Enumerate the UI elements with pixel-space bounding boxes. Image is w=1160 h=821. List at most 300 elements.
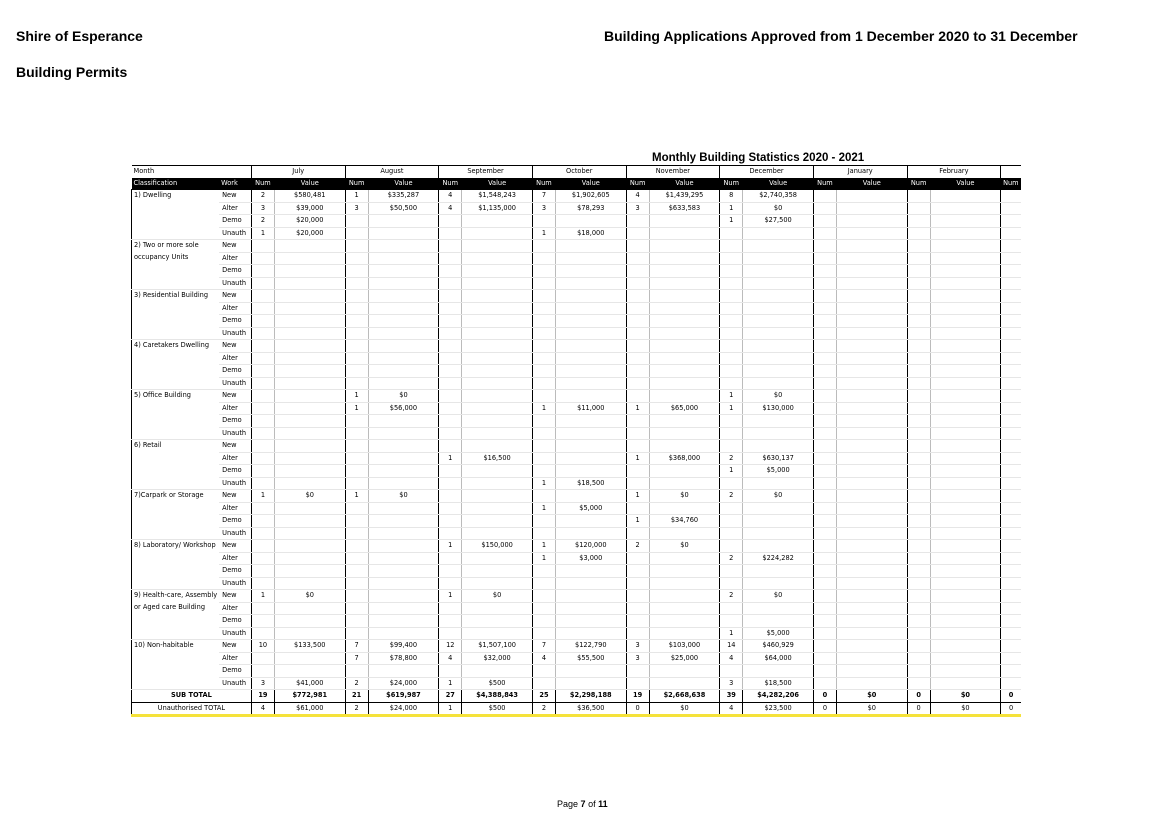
value-cell [930,627,1001,640]
num-cell [251,652,274,665]
num-cell [907,202,930,215]
value-cell [556,390,627,403]
num-cell [907,577,930,590]
work-type: New [219,290,251,303]
num-cell [907,277,930,290]
num-cell [813,315,836,328]
value-cell [556,590,627,603]
num-cell [251,440,274,453]
work-type: Demo [219,365,251,378]
value-cell [275,427,346,440]
value-cell [368,440,439,453]
value-cell [462,327,533,340]
num-cell [813,515,836,528]
work-type: Alter [219,352,251,365]
num-cell: 14 [720,640,743,653]
num-cell [251,390,274,403]
value-cell [837,627,908,640]
total-label: Unauthorised TOTAL [132,702,252,716]
num-cell [907,452,930,465]
num-cell [907,252,930,265]
classification-label: 10) Non-habitable [132,640,220,690]
num-cell [532,352,555,365]
value-cell [556,677,627,690]
num-cell [626,677,649,690]
num-cell [907,602,930,615]
value-cell [275,415,346,428]
num-cell: 3 [626,202,649,215]
value-cell [743,240,814,253]
total-num-cell: 0 [1001,702,1021,716]
value-cell: $65,000 [649,402,720,415]
value-cell [368,415,439,428]
num-cell [907,302,930,315]
value-cell [930,565,1001,578]
value-cell [275,565,346,578]
num-cell [345,327,368,340]
value-cell [930,265,1001,278]
num-cell [439,277,462,290]
value-cell [275,390,346,403]
value-cell [368,377,439,390]
num-cell: 1 [626,515,649,528]
work-type: New [219,590,251,603]
num-cell [626,502,649,515]
value-cell [837,477,908,490]
num-cell [720,227,743,240]
value-cell [462,552,533,565]
num-cell [720,377,743,390]
value-cell [649,365,720,378]
work-type: New [219,640,251,653]
value-cell [556,290,627,303]
num-cell [720,527,743,540]
num-cell [813,490,836,503]
value-cell [556,415,627,428]
classification-header: Classification [132,178,220,190]
num-cell [1001,190,1021,203]
value-cell [837,540,908,553]
num-cell: 3 [251,677,274,690]
num-cell [532,252,555,265]
total-value-cell: $4,282,206 [743,690,814,703]
num-cell [907,627,930,640]
value-cell [930,390,1001,403]
value-cell [743,565,814,578]
value-cell [368,352,439,365]
value-cell: $120,000 [556,540,627,553]
value-cell: $11,000 [556,402,627,415]
num-cell: 1 [532,402,555,415]
value-cell [275,315,346,328]
statistics-sheet [131,148,1019,712]
num-cell [907,265,930,278]
table-row [132,665,1022,678]
num-cell [251,565,274,578]
value-cell [462,602,533,615]
value-cell [837,190,908,203]
value-cell: $34,760 [649,515,720,528]
num-cell: 2 [626,540,649,553]
num-cell: 3 [626,652,649,665]
num-cell [720,365,743,378]
num-cell [439,502,462,515]
num-cell [626,615,649,628]
value-cell: $0 [743,390,814,403]
num-cell [813,477,836,490]
num-cell: 1 [720,202,743,215]
value-cell [462,402,533,415]
num-cell [251,415,274,428]
work-type: Unauth [219,277,251,290]
value-cell [837,390,908,403]
value-cell: $78,293 [556,202,627,215]
work-type: Demo [219,415,251,428]
value-cell [556,615,627,628]
value-cell [743,477,814,490]
work-type: Unauth [219,327,251,340]
num-cell [813,527,836,540]
num-cell [813,365,836,378]
value-cell [930,440,1001,453]
value-cell [275,365,346,378]
value-cell: $50,500 [368,202,439,215]
num-cell [1001,202,1021,215]
value-cell [743,340,814,353]
num-cell [626,590,649,603]
value-cell [368,290,439,303]
total-num-cell: 0 [626,702,649,716]
num-cell [813,302,836,315]
num-cell [345,465,368,478]
num-cell: 8 [720,190,743,203]
num-cell [251,627,274,640]
work-type: Demo [219,515,251,528]
classification-label: 1) Dwelling [132,190,220,240]
value-cell: $133,500 [275,640,346,653]
month-header-september: September [439,166,533,178]
num-cell [813,190,836,203]
num-cell [720,540,743,553]
num-cell [907,515,930,528]
value-cell [837,440,908,453]
num-cell [813,427,836,440]
num-cell [720,327,743,340]
num-cell [1001,215,1021,228]
num-cell [813,640,836,653]
num-cell [439,377,462,390]
num-cell [626,602,649,615]
num-cell: 3 [720,677,743,690]
value-cell [462,440,533,453]
total-value-cell: $4,388,843 [462,690,533,703]
num-cell [813,665,836,678]
num-cell [813,327,836,340]
value-cell [462,377,533,390]
value-cell [462,340,533,353]
value-cell [930,240,1001,253]
value-cell [368,277,439,290]
total-value-cell: $500 [462,702,533,716]
num-cell [532,427,555,440]
num-cell [532,515,555,528]
total-value-cell: $0 [837,702,908,716]
num-cell [813,415,836,428]
value-cell [930,677,1001,690]
num-cell [626,477,649,490]
table-row [132,240,1022,253]
num-cell: 1 [626,490,649,503]
num-cell [251,302,274,315]
num-cell [345,302,368,315]
total-value-cell: $61,000 [275,702,346,716]
value-header: Value [275,178,346,190]
num-cell [907,240,930,253]
num-cell: 1 [532,502,555,515]
value-cell: $20,000 [275,227,346,240]
total-num-cell: 0 [813,690,836,703]
value-cell: $41,000 [275,677,346,690]
value-cell [649,577,720,590]
num-cell [813,252,836,265]
value-cell [462,427,533,440]
num-cell [626,327,649,340]
num-cell [1001,490,1021,503]
value-cell [837,515,908,528]
value-cell [837,465,908,478]
num-cell: 2 [251,215,274,228]
value-cell [930,590,1001,603]
num-cell [532,265,555,278]
value-cell [275,402,346,415]
value-cell [743,365,814,378]
num-cell [532,590,555,603]
value-cell [649,602,720,615]
num-cell: 2 [251,190,274,203]
table-row [132,340,1022,353]
value-cell [556,565,627,578]
num-cell: 4 [439,190,462,203]
num-cell: 2 [720,452,743,465]
table-row [132,377,1022,390]
value-cell [649,627,720,640]
value-cell [462,527,533,540]
value-cell: $0 [649,540,720,553]
num-cell [1001,452,1021,465]
num-cell [251,540,274,553]
value-cell [837,215,908,228]
value-cell [743,577,814,590]
value-header: Value [368,178,439,190]
num-cell [532,290,555,303]
num-cell [907,465,930,478]
num-cell [907,665,930,678]
num-cell [439,427,462,440]
num-cell [626,227,649,240]
work-type: Alter [219,452,251,465]
total-num-cell: 0 [907,702,930,716]
num-cell [251,665,274,678]
num-cell [345,265,368,278]
work-type: Unauth [219,527,251,540]
value-cell [462,315,533,328]
value-cell [930,577,1001,590]
num-cell [251,427,274,440]
value-cell [275,527,346,540]
column-header-row [132,178,1022,190]
value-cell: $1,439,295 [649,190,720,203]
value-cell [462,227,533,240]
value-cell [275,302,346,315]
num-cell: 2 [720,490,743,503]
value-cell [649,502,720,515]
num-cell [532,490,555,503]
table-row [132,327,1022,340]
num-cell [345,502,368,515]
value-cell: $633,583 [649,202,720,215]
work-type: Unauth [219,677,251,690]
num-header: Num [626,178,649,190]
total-num-cell: 0 [813,702,836,716]
value-cell [462,502,533,515]
work-type: Demo [219,465,251,478]
value-cell [556,252,627,265]
num-cell [720,315,743,328]
num-cell: 10 [251,640,274,653]
num-cell: 1 [720,390,743,403]
num-cell [813,577,836,590]
num-cell [813,652,836,665]
num-cell [251,277,274,290]
num-cell [345,527,368,540]
num-cell [907,527,930,540]
num-cell: 12 [439,640,462,653]
table-row [132,465,1022,478]
value-cell: $0 [275,490,346,503]
num-cell [1001,602,1021,615]
report-title: Building Applications Approved from 1 December 2020 to 31 December [604,28,1078,44]
value-cell [462,265,533,278]
value-header: Value [837,178,908,190]
num-cell [813,677,836,690]
num-cell [907,652,930,665]
value-cell [368,327,439,340]
value-cell: $122,790 [556,640,627,653]
value-cell [649,527,720,540]
work-type: Alter [219,602,251,615]
num-cell [813,452,836,465]
month-header-january: January [813,166,907,178]
table-row [132,565,1022,578]
table-row [132,427,1022,440]
classification-label: 8) Laboratory/ Workshop [132,540,220,590]
num-cell [907,477,930,490]
num-cell [626,390,649,403]
num-cell [345,365,368,378]
value-cell: $1,507,100 [462,640,533,653]
value-cell [275,465,346,478]
value-cell [649,327,720,340]
table-row [132,540,1022,553]
num-cell [345,340,368,353]
num-cell [1001,527,1021,540]
table-row [132,577,1022,590]
value-header: Value [649,178,720,190]
value-cell [649,265,720,278]
table-row [132,290,1022,303]
num-cell: 2 [720,590,743,603]
num-cell [439,240,462,253]
classification-label: 2) Two or more sole occupancy Units [132,240,220,290]
value-cell [368,215,439,228]
value-cell [930,552,1001,565]
value-cell [649,352,720,365]
value-cell [837,552,908,565]
num-cell [532,277,555,290]
value-cell [837,452,908,465]
num-cell: 1 [626,452,649,465]
num-cell [1001,340,1021,353]
value-cell [743,252,814,265]
num-cell [1001,477,1021,490]
work-type: New [219,440,251,453]
value-cell [930,527,1001,540]
num-cell [532,365,555,378]
work-type: New [219,490,251,503]
value-cell [743,377,814,390]
value-cell [462,577,533,590]
num-cell [813,215,836,228]
value-cell [556,515,627,528]
organisation-name: Shire of Esperance [16,28,143,44]
num-cell: 1 [345,390,368,403]
num-cell: 3 [626,640,649,653]
table-row [132,615,1022,628]
table-row [132,215,1022,228]
value-cell [275,540,346,553]
total-value-cell: $23,500 [743,702,814,716]
num-cell [907,315,930,328]
value-cell [743,615,814,628]
table-row [132,490,1022,503]
num-cell [1001,352,1021,365]
num-cell: 1 [720,465,743,478]
num-cell [626,665,649,678]
num-cell [626,565,649,578]
work-type: Demo [219,565,251,578]
num-header: Num [720,178,743,190]
num-cell [251,327,274,340]
value-cell [837,565,908,578]
num-header: Num [1001,178,1021,190]
month-label: Month [132,166,252,178]
num-cell [439,402,462,415]
num-cell [720,515,743,528]
work-type: Unauth [219,227,251,240]
num-cell [1001,552,1021,565]
value-cell [649,677,720,690]
table-row [132,677,1022,690]
table-row [132,252,1022,265]
value-cell [556,340,627,353]
num-cell [720,302,743,315]
value-cell [837,602,908,615]
value-cell: $0 [743,202,814,215]
value-cell [462,240,533,253]
total-num-cell: 25 [532,690,555,703]
value-cell [368,227,439,240]
value-cell: $39,000 [275,202,346,215]
